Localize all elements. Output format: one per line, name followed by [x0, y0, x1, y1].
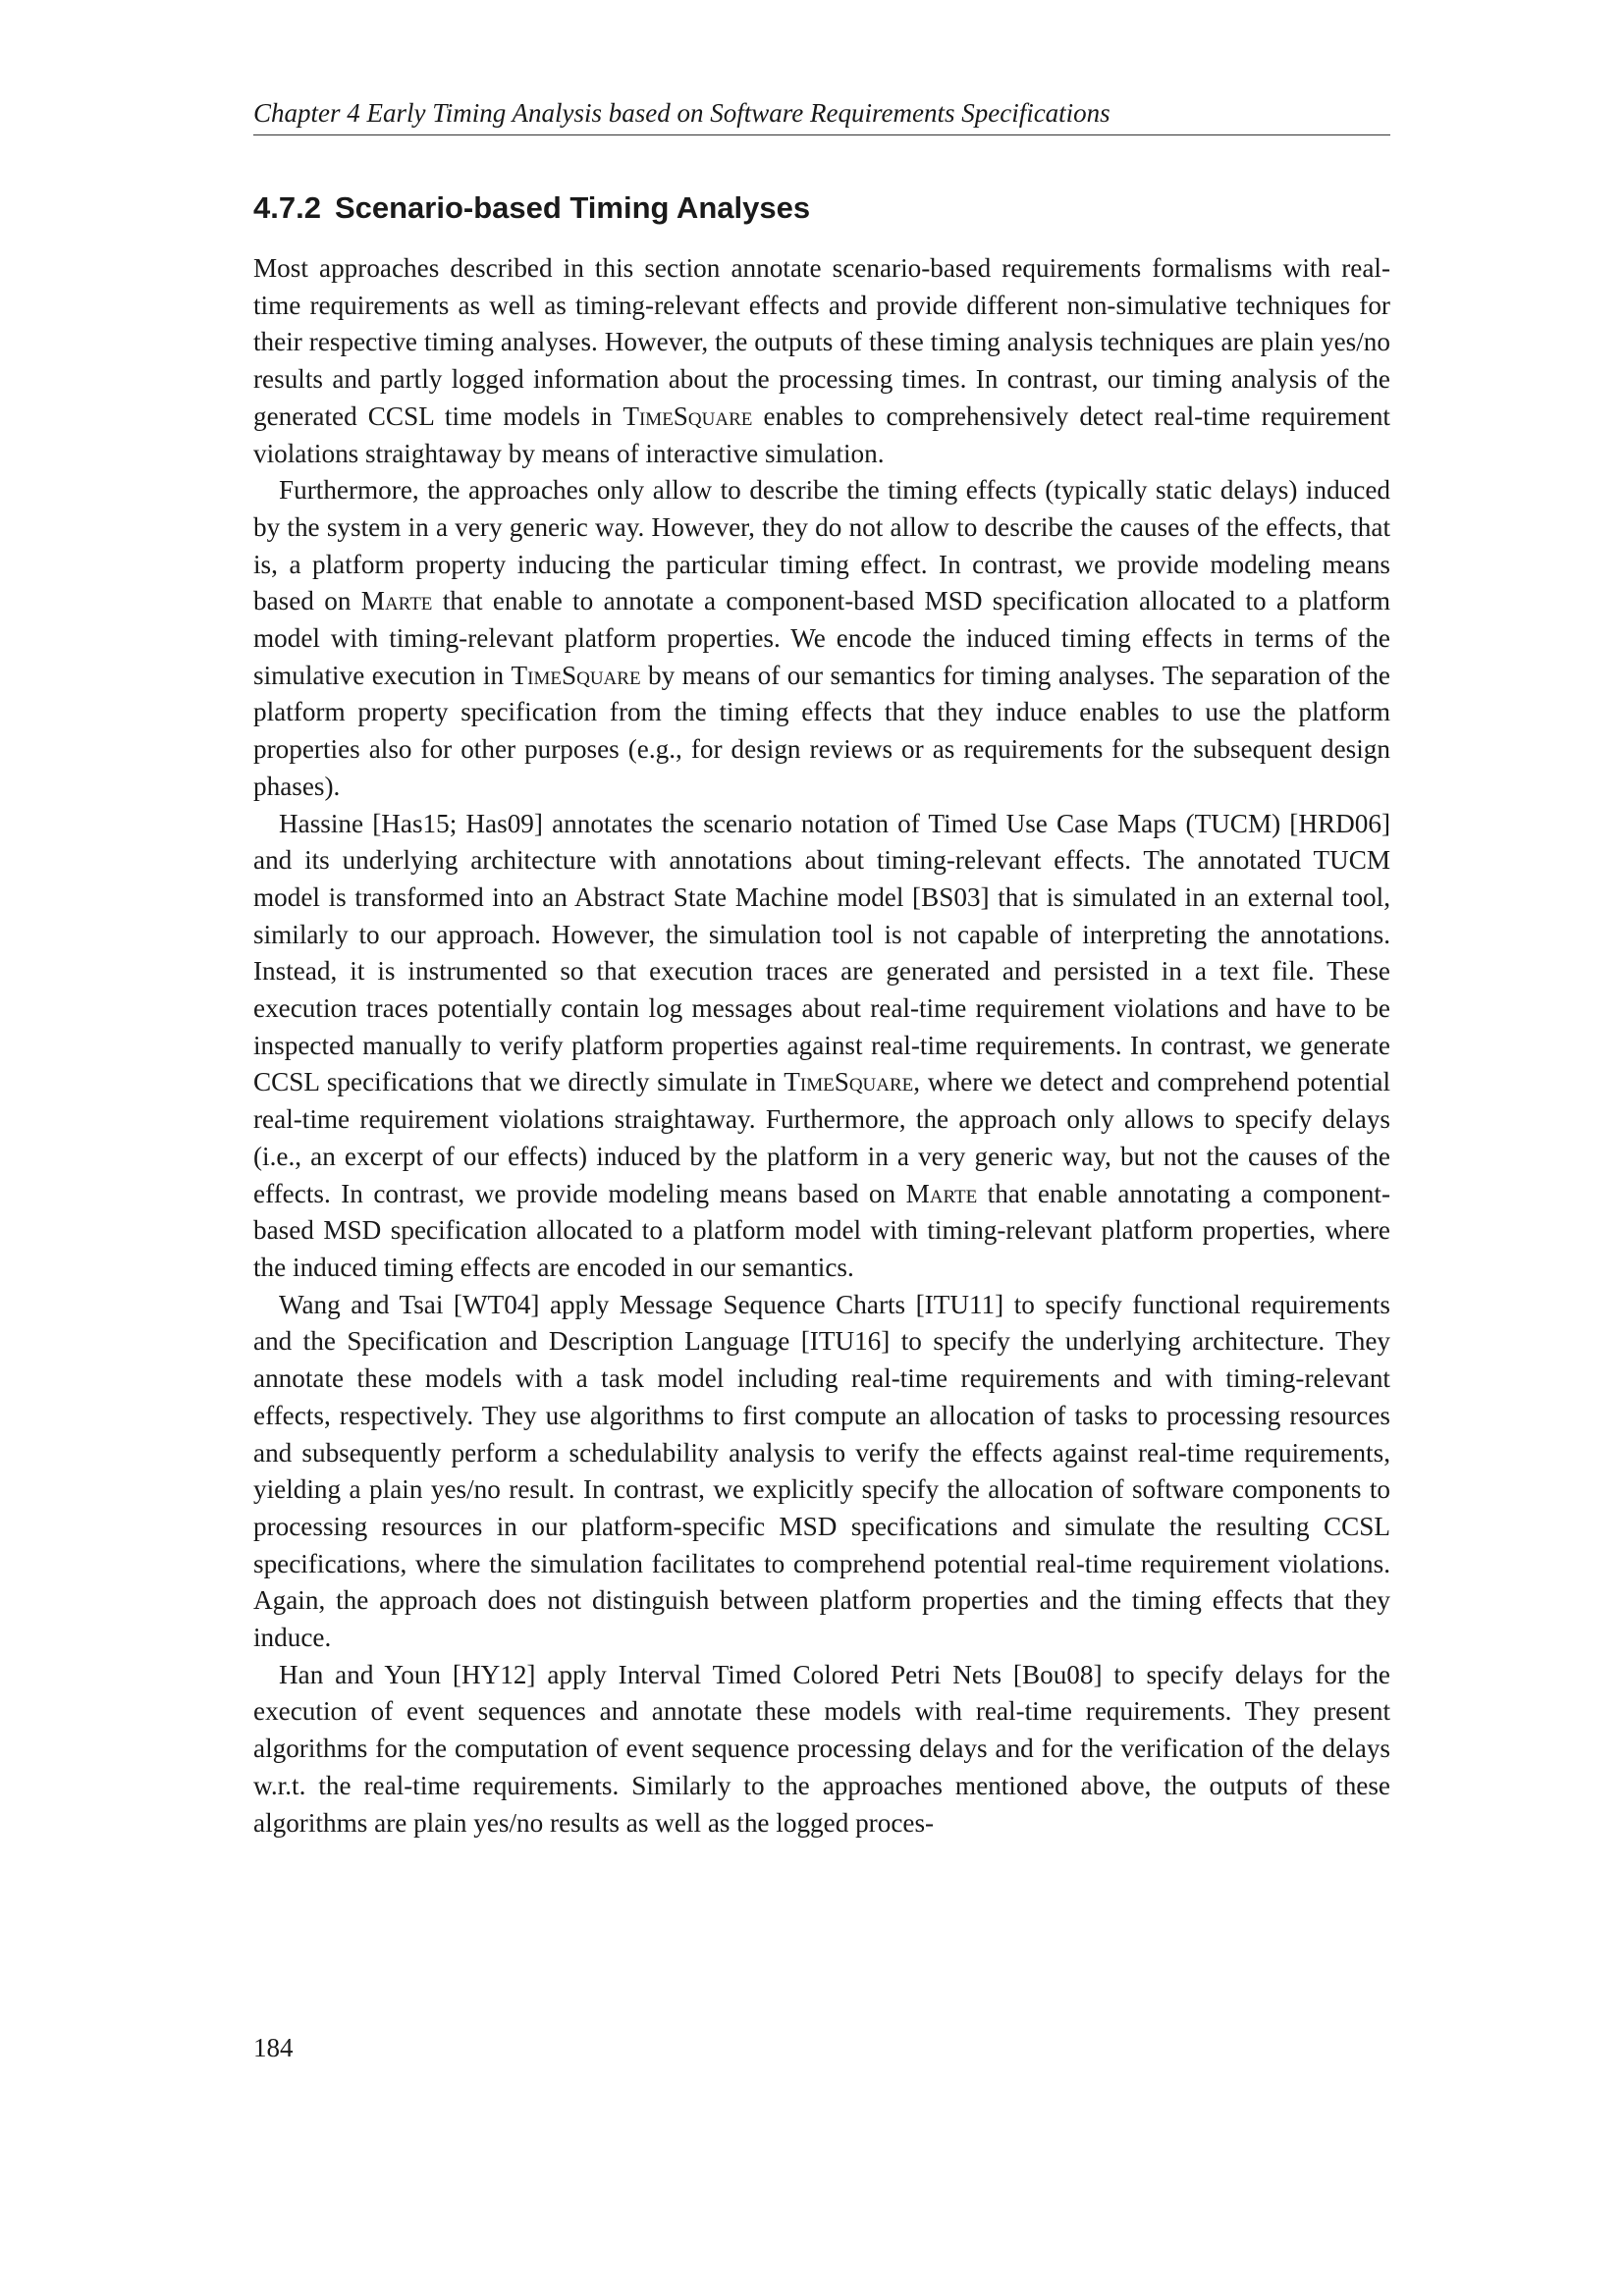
page-number: 184: [253, 2033, 294, 2062]
text-segment: that enable annotating a component-based MSD specification allocated to a platform model with timing-relevant platform properties, where the induced timing effects are encoded in our semantics.: [253, 1178, 1390, 1282]
tool-name: TimeSquare: [623, 400, 753, 431]
text-segment: that enable to annotate a component-based MSD specification allocated to a platform model with timing-relevant platform properties. We encode the induced timing effects in terms of the simulative execution in: [253, 586, 1390, 690]
text-segment: Most approaches described in this section annotate scenario-based requirements formalisms with real-time requirements as well as timing-relevant effects and provide different non-simulative techniques for their respective timing analyses. However, the outputs of these timing analysis techniques are plain yes/no results and partly logged information about the processing times. In contrast, our timing analysis of the generated CCSL time models in: [253, 253, 1390, 431]
document-page: [253, 0, 1390, 2296]
text-segment: Wang and Tsai [WT04] apply Message Sequence Charts [ITU11] to specify functional requirements and the Specification and Description Language [ITU16] to specify the underlying architecture. They annotate these models with a task model including real-time requirements and with timing-relevant effects, respectively. They use algorithms to first compute an allocation of tasks to processing resources and subsequently perform a schedulability analysis to verify the effects against real-time requirements, yielding a plain yes/no result. In contrast, we explicitly specify the allocation of software components to processing resources in our platform-specific MSD specifications and simulate the resulting CCSL specifications, where the simulation facilitates to comprehend potential real-time requirement violations. Again, the approach does not distinguish between platform properties and the timing effects that they induce.: [253, 1289, 1390, 1653]
paragraph: [253, 806, 1390, 1287]
text-segment: Han and Youn [HY12] apply Interval Timed Colored Petri Nets [Bou08] to specify delays for the execution of event sequences and annotate these models with real-time requirements. They present algorithms for the computation of event sequence processing delays and for the verification of the delays w.r.t. the real-time requirements. Similarly to the approaches mentioned above, the outputs of these algorithms are plain yes/no results as well as the logged proces-: [253, 1659, 1390, 1838]
tool-name: TimeSquare: [784, 1067, 914, 1097]
paragraph: [253, 250, 1390, 472]
tool-name: TimeSquare: [511, 660, 641, 690]
profile-name: Marte: [360, 586, 433, 616]
running-header: Chapter 4 Early Timing Analysis based on Software Requirements Specifications: [253, 98, 1110, 128]
paragraph: [253, 472, 1390, 805]
text-segment: Hassine [Has15; Has09] annotates the scenario notation of Timed Use Case Maps (TUCM) [HRD06] and its underlying architecture with annotations about timing-relevant effects. The annotated TUCM model is transformed into an Abstract State Machine model [BS03] that is simulated in an external tool, similarly to our approach. However, the simulation tool is not capable of interpreting the annotations. Instead, it is instrumented so that execution traces are generated and persisted in a text file. These execution traces potentially contain log messages about real-time requirement violations and have to be inspected manually to verify platform properties against real-time requirements. In contrast, we generate CCSL specifications that we directly simulate in: [253, 808, 1390, 1097]
section-number: 4.7.2: [253, 190, 321, 225]
section-heading: [253, 189, 810, 227]
text-segment: enables to comprehensively detect real-time requirement violations straightaway by means of interactive simulation.: [253, 400, 1390, 468]
text-segment: Furthermore, the approaches only allow to describe the timing effects (typically static delays) induced by the system in a very generic way. However, they do not allow to describe the causes of the effects, that is, a platform property inducing the particular timing effect. In contrast, we provide modeling means based on: [253, 475, 1390, 616]
body-text: [253, 250, 1390, 1842]
paragraph: [253, 1287, 1390, 1657]
text-segment: by means of our semantics for timing analyses. The separation of the platform property specification from the timing effects that they induce enables to use the platform properties also for other purposes (e.g., for design reviews or as requirements for the subsequent design phases).: [253, 660, 1390, 801]
section-title: Scenario-based Timing Analyses: [334, 190, 811, 225]
header-rule: [253, 134, 1390, 135]
profile-name: Marte: [905, 1178, 978, 1208]
paragraph: [253, 1657, 1390, 1842]
text-segment: , where we detect and comprehend potential real-time requirement violations straightaway. Furthermore, the approach only allows to specify delays (i.e., an excerpt of our effects) induced by the platform in a very generic way, but not the causes of the effects. In contrast, we provide modeling means based on: [253, 1067, 1391, 1208]
